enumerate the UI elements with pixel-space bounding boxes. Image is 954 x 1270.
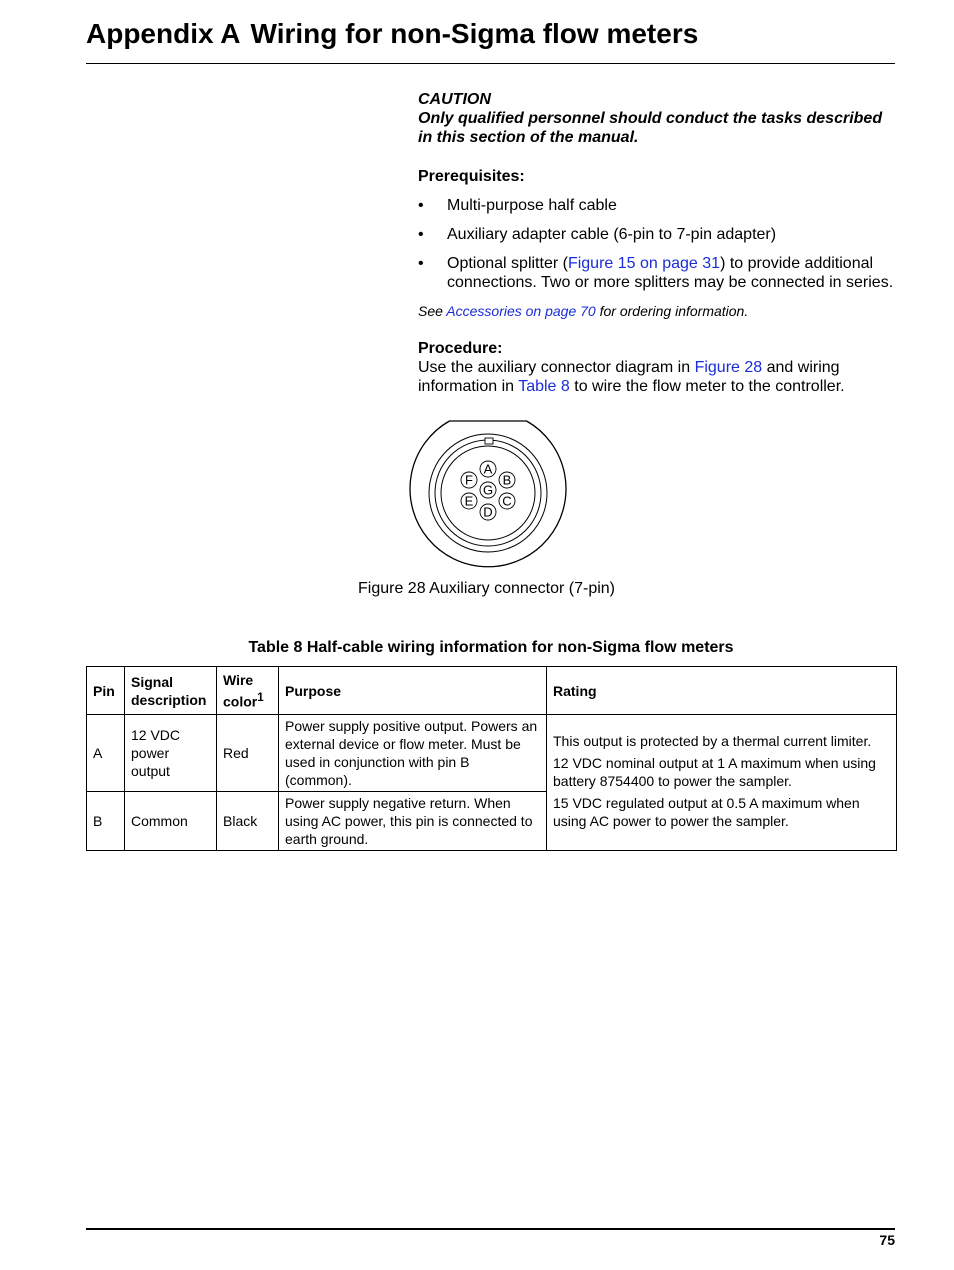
list-item-text: Auxiliary adapter cable (6-pin to 7-pin adapter) xyxy=(447,226,777,243)
header-signal: Signal description xyxy=(125,667,217,715)
table-row xyxy=(87,715,897,792)
pin-d xyxy=(480,504,496,520)
svg-text:B: B xyxy=(502,472,512,488)
pin-f xyxy=(461,472,477,488)
cell-wire-color: Black xyxy=(217,792,279,851)
svg-text:G: G xyxy=(482,482,494,498)
page-number: 75 xyxy=(879,1232,895,1248)
pin-c xyxy=(499,493,515,509)
cell-purpose: Power supply negative return. When using AC power, this pin is connected to earth ground. xyxy=(279,792,547,851)
prerequisites-heading: Prerequisites: xyxy=(418,168,525,185)
cell-signal: Common xyxy=(125,792,217,851)
header-rule xyxy=(86,63,895,64)
bullet: • xyxy=(418,197,424,214)
caution-text: Only qualified personnel should conduct the tasks described in this section of the manual. xyxy=(418,110,883,146)
auxiliary-connector-diagram xyxy=(408,418,568,573)
bullet: • xyxy=(418,226,424,243)
procedure-heading: Procedure: xyxy=(418,340,503,357)
footer-rule xyxy=(86,1228,895,1230)
cell-signal: 12 VDC power output xyxy=(125,715,217,792)
list-item xyxy=(418,225,898,245)
pin-a xyxy=(480,461,496,477)
header-purpose: Purpose xyxy=(279,667,547,715)
figure-caption: Figure 28 Auxiliary connector (7-pin) xyxy=(358,580,616,597)
rating-line: 12 VDC nominal output at 1 A maximum when using battery 8754400 to power the sampler. xyxy=(553,754,876,789)
list-item-text: Multi-purpose half cable xyxy=(447,197,617,214)
header-wire-color: Wire color$^1$ xyxy=(217,667,279,715)
cell-wire-color: Red xyxy=(217,715,279,792)
appendix-label: Appendix A xyxy=(86,18,241,49)
wiring-table xyxy=(86,666,897,851)
cell-pin: A xyxy=(87,715,125,792)
table-header-row xyxy=(87,667,897,715)
svg-text:C: C xyxy=(502,493,512,509)
svg-text:A: A xyxy=(483,461,493,477)
svg-text:F: F xyxy=(465,472,473,488)
ordering-note: See Accessories on page 70 for ordering information. xyxy=(418,303,749,319)
cell-pin: B xyxy=(87,792,125,851)
table-8-link[interactable]: Table 8 xyxy=(518,378,570,395)
header-pin: Pin xyxy=(87,667,125,715)
header-rating: Rating xyxy=(547,667,897,715)
accessories-link[interactable]: Accessories on page 70 xyxy=(446,303,596,319)
cell-purpose: Power supply positive output. Powers an external device or flow meter. Must be used in conjunction with pin B (common). xyxy=(279,715,547,792)
pin-e xyxy=(461,493,477,509)
appendix-title: Wiring for non-Sigma flow meters xyxy=(250,18,699,49)
figure-15-link[interactable]: Figure 15 on page 31 xyxy=(567,255,721,272)
procedure-text: Use the auxiliary connector diagram in Figure 28 and wiring information in Table 8 to wire the flow meter to the controller. xyxy=(418,359,845,395)
rating-line: 15 VDC regulated output at 0.5 A maximum when using AC power to power the sampler. xyxy=(553,794,860,829)
caution-heading: CAUTION xyxy=(418,91,491,108)
footnote-marker: 1 xyxy=(257,690,264,704)
svg-text:D: D xyxy=(483,504,493,520)
pin-g xyxy=(480,482,496,498)
list-item-text: Optional splitter (Figure 15 on page 31) to provide additional connections. Two or more splitters may be connected in series. xyxy=(447,255,894,291)
list-item xyxy=(418,254,898,294)
list-item xyxy=(418,196,898,216)
pin-b xyxy=(499,472,515,488)
figure-28-link[interactable]: Figure 28 xyxy=(694,359,763,376)
bullet: • xyxy=(418,255,424,272)
page-title xyxy=(86,18,698,50)
cell-rating xyxy=(547,715,897,851)
table-caption: Table 8 Half-cable wiring information for non-Sigma flow meters xyxy=(248,639,734,656)
rating-line: This output is protected by a thermal current limiter. xyxy=(553,732,872,749)
connector-key-notch xyxy=(485,438,493,444)
svg-text:E: E xyxy=(464,493,474,509)
